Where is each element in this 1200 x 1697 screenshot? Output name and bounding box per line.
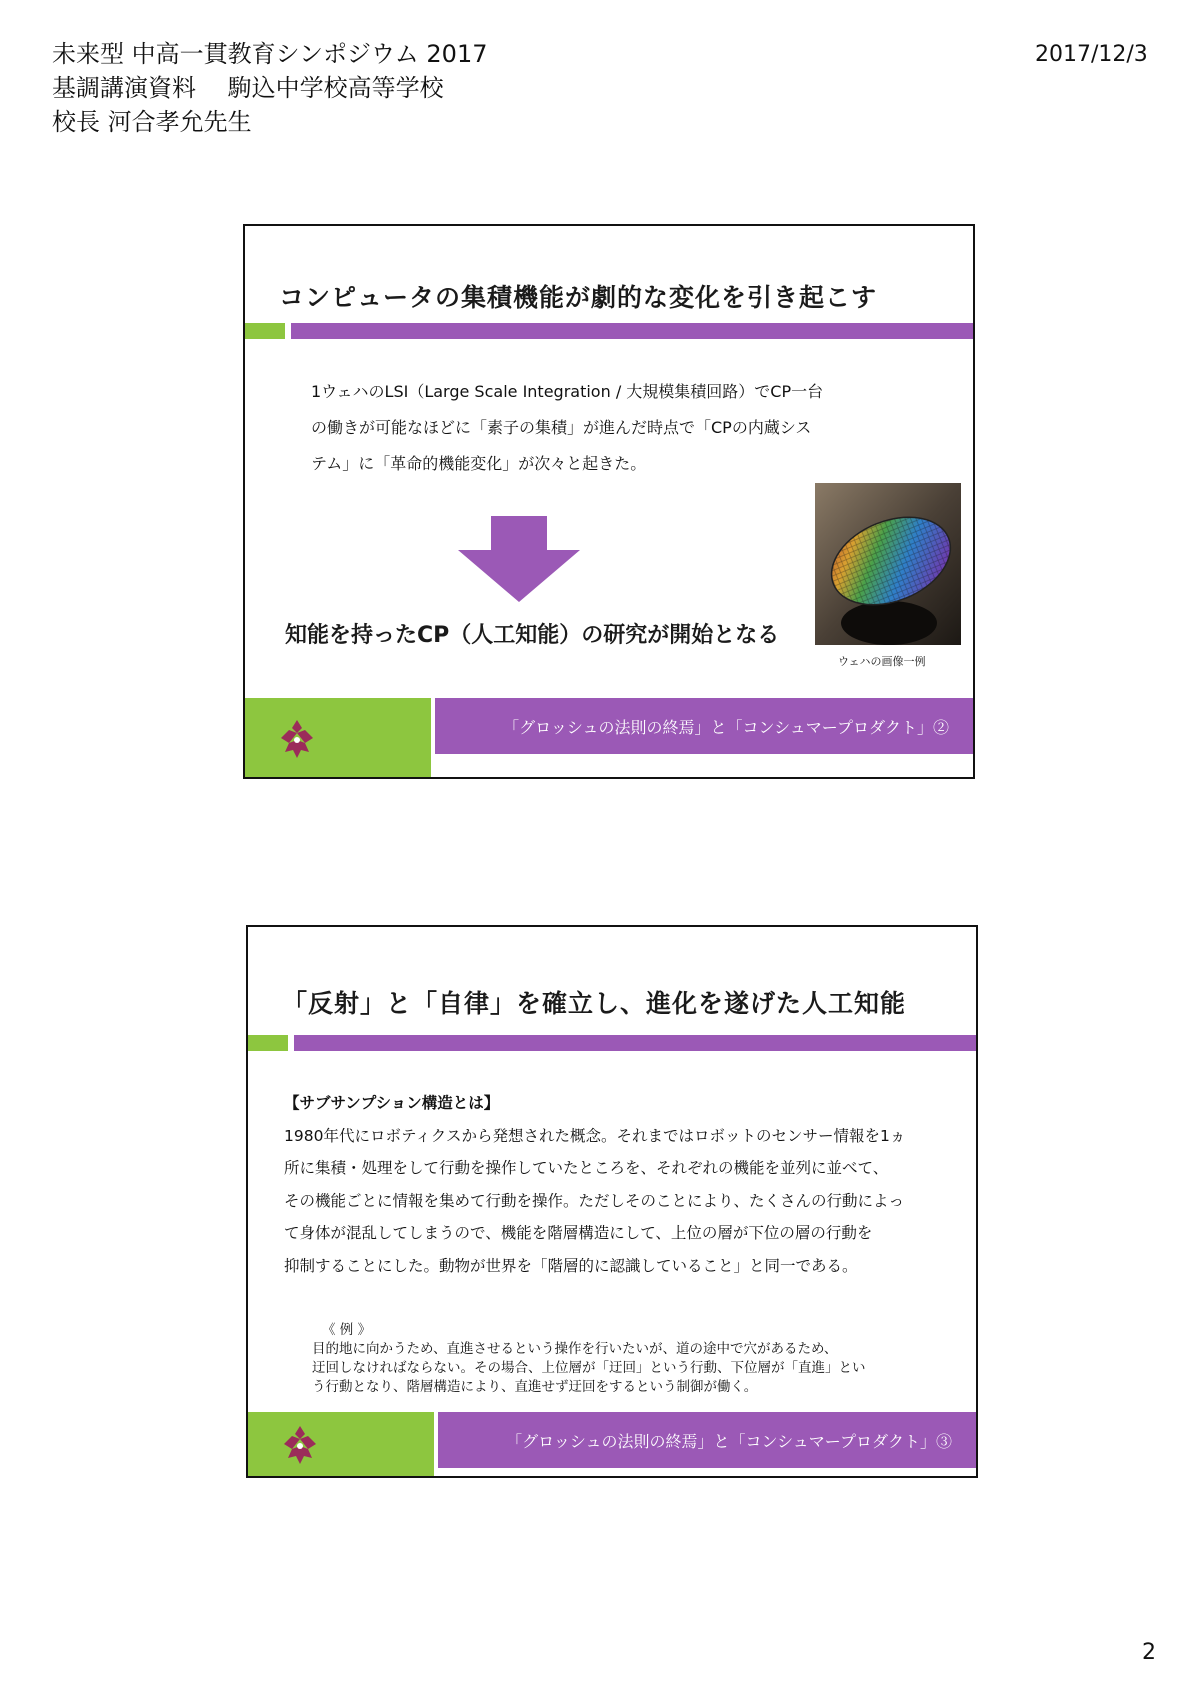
slide-2 — [246, 925, 978, 1478]
header-line-3: 校長 河合孝允先生 — [52, 108, 252, 136]
slide-2-example-heading: 《 例 》 — [322, 1322, 372, 1338]
slide-1-footer-green — [245, 698, 431, 779]
slide-1-body-line: の働きが可能なほどに「素子の集積」が進んだ時点で「CPの内蔵シス — [311, 418, 812, 437]
slide-2-example-line: う行動となり、階層構造により、直進せず迂回をするという制御が働く。 — [312, 1379, 758, 1395]
slide-2-body-line: 1980年代にロボティクスから発想された概念。それまではロボットのセンサー情報を1ヵ — [284, 1126, 906, 1145]
page-number: 2 — [1142, 1640, 1156, 1665]
school-crest-icon — [275, 718, 319, 762]
slide-2-example — [312, 1321, 866, 1397]
slide-2-title-bar-green — [248, 1035, 288, 1051]
slide-2-body-line: て身体が混乱してしまうので、機能を階層構造にして、上位の層が下位の層の行動を — [284, 1224, 873, 1242]
slide-1-conclusion: 知能を持ったCP（人工知能）の研究が開始となる — [285, 623, 780, 648]
slide-2-body — [284, 1087, 905, 1282]
slide-2-body-line: 抑制することにした。動物が世界を「階層的に認識していること」と同一である。 — [284, 1256, 858, 1275]
slide-1-body-line: テム」に「革命的機能変化」が次々と起きた。 — [311, 454, 647, 473]
slide-1-title: コンピュータの集積機能が劇的な変化を引き起こす — [279, 283, 878, 312]
slide-2-title: 「反射」と「自律」を確立し、進化を遂げた人工知能 — [282, 989, 907, 1018]
down-arrow-icon — [458, 516, 580, 602]
slide-2-body-line: その機能ごとに情報を集めて行動を操作。ただしそのことにより、たくさんの行動によっ — [284, 1191, 905, 1210]
slide-1-body-line: 1ウェハのLSI（Large Scale Integration / 大規模集積回路）でCP一台 — [311, 382, 824, 401]
slide-1 — [243, 224, 975, 779]
slide-2-footer-banner: 「グロッシュの法則の終焉」と「コンシュマープロダクト」③ — [438, 1412, 978, 1468]
wafer-image — [815, 483, 961, 645]
document-date: 2017/12/3 — [1035, 42, 1148, 67]
slide-2-example-line: 目的地に向かうため、直進させるという操作を行いたいが、道の途中で穴があるため、 — [312, 1341, 838, 1357]
wafer-image-caption: ウェハの画像一例 — [838, 655, 926, 668]
slide-1-footer-banner: 「グロッシュの法則の終焉」と「コンシュマープロダクト」② — [435, 698, 975, 754]
school-crest-icon — [278, 1424, 322, 1468]
slide-2-example-line: 迂回しなければならない。その場合、上位層が「迂回」という行動、下位層が「直進」とい — [312, 1360, 866, 1376]
header-line-2: 基調講演資料 駒込中学校高等学校 — [52, 74, 444, 102]
slide-2-section-heading: 【サブサンプション構造とは】 — [284, 1094, 500, 1112]
header-line-1: 未来型 中高一貫教育シンポジウム 2017 — [52, 40, 488, 68]
slide-1-body — [311, 374, 823, 482]
slide-2-footer-green — [248, 1412, 434, 1478]
slide-2-body-line: 所に集積・処理をして行動を操作していたところを、それぞれの機能を並列に並べて、 — [284, 1159, 889, 1177]
slide-1-title-bar-purple — [291, 323, 975, 339]
slide-2-title-bar-purple — [294, 1035, 978, 1051]
slide-1-title-bar-green — [245, 323, 285, 339]
